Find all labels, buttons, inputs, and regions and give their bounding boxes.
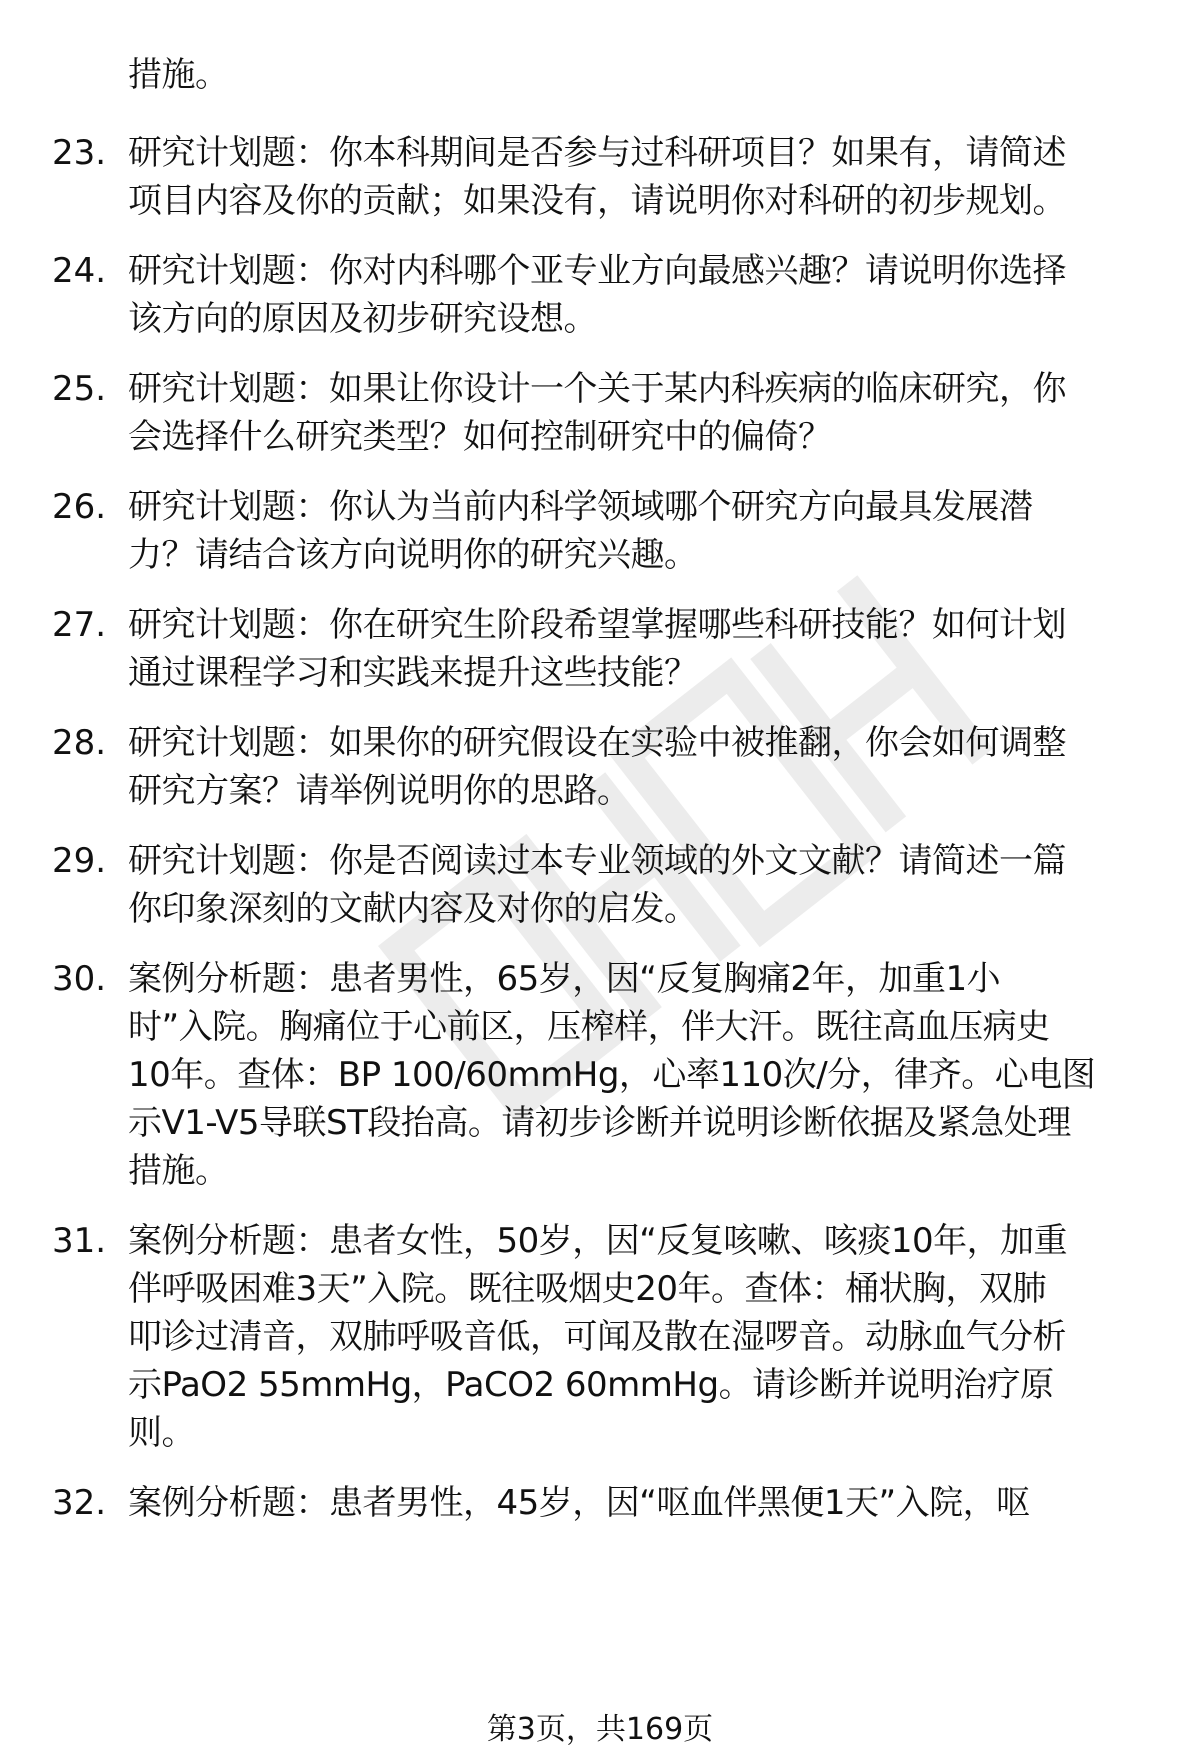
text-line: 研究计划题：如果你的研究假设在实验中被推翻，你会如何调整 [128, 723, 1066, 763]
item-number: 23. [52, 133, 107, 173]
text-line: 研究计划题：你本科期间是否参与过科研项目？如果有，请简述 [128, 133, 1066, 173]
item-number: 24. [52, 251, 107, 291]
text-line: 时”入院。胸痛位于心前区，压榨样，伴大汗。既往高血压病史 [128, 1007, 1050, 1047]
item-number: 32. [52, 1483, 107, 1523]
item-number: 30. [52, 959, 107, 999]
text-line: 案例分析题：患者女性，50岁，因“反复咳嗽、咳痰10年，加重 [128, 1221, 1068, 1261]
item-number: 25. [52, 369, 107, 409]
text-line: 则。 [128, 1413, 195, 1453]
item-number: 27. [52, 605, 107, 645]
text-line: 项目内容及你的贡献；如果没有，请说明你对科研的初步规划。 [128, 181, 1066, 221]
page-number-footer: 第3页，共169页 [486, 1712, 714, 1747]
text-line: 示V1-V5导联ST段抬高。请初步诊断并说明诊断依据及紧急处理 [128, 1103, 1071, 1143]
item-number: 29. [52, 841, 107, 881]
text-line: 研究计划题：你认为当前内科学领域哪个研究方向最具发展潜 [128, 487, 1033, 527]
item-number: 28. [52, 723, 107, 763]
text-line: 案例分析题：患者男性，45岁，因“呕血伴黑便1天”入院，呕 [128, 1483, 1030, 1523]
text-line: 措施。 [128, 55, 229, 95]
text-line: 研究计划题：你是否阅读过本专业领域的外文文献？请简述一篇 [128, 841, 1066, 881]
text-line: 你印象深刻的文献内容及对你的启发。 [128, 889, 698, 929]
text-line: 措施。 [128, 1151, 229, 1191]
text-line: 该方向的原因及初步研究设想。 [128, 299, 597, 339]
item-number: 26. [52, 487, 107, 527]
text-line: 会选择什么研究类型？如何控制研究中的偏倚？ [128, 417, 832, 457]
text-line: 叩诊过清音，双肺呼吸音低，可闻及散在湿啰音。动脉血气分析 [128, 1317, 1066, 1357]
item-number: 31. [52, 1221, 107, 1261]
text-line: 通过课程学习和实践来提升这些技能？ [128, 653, 698, 693]
text-line: 研究计划题：如果让你设计一个关于某内科疾病的临床研究，你 [128, 369, 1066, 409]
text-line: 10年。查体：BP 100/60mmHg，心率110次/分，律齐。心电图 [128, 1055, 1096, 1095]
text-line: 力？请结合该方向说明你的研究兴趣。 [128, 535, 698, 575]
text-line: 伴呼吸困难3天”入院。既往吸烟史20年。查体：桶状胸，双肺 [128, 1269, 1047, 1309]
text-line: 研究计划题：你对内科哪个亚专业方向最感兴趣？请说明你选择 [128, 251, 1066, 291]
text-line: 研究计划题：你在研究生阶段希望掌握哪些科研技能？如何计划 [128, 605, 1066, 645]
text-line: 示PaO2 55mmHg，PaCO2 60mmHg。请诊断并说明治疗原 [128, 1365, 1054, 1405]
text-line: 案例分析题：患者男性，65岁，因“反复胸痛2年，加重1小 [128, 959, 1001, 999]
text-line: 研究方案？请举例说明你的思路。 [128, 771, 631, 811]
